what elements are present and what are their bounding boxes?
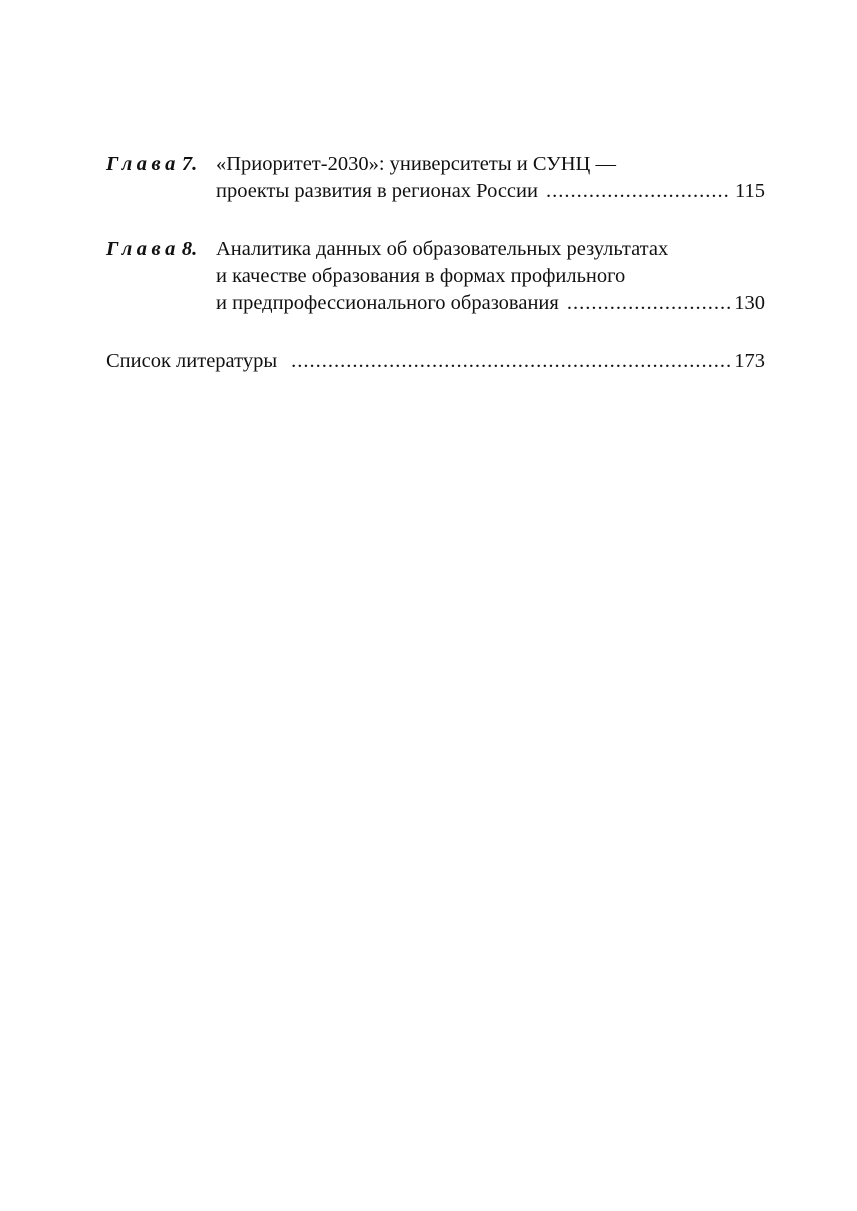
chapter-number: 7. <box>181 153 198 175</box>
chapter-title-line: и предпрофессионального образования <box>216 292 559 314</box>
chapter-title-line: «Приоритет-2030»: университеты и СУНЦ — <box>216 153 616 175</box>
bibliography-title <box>106 348 765 375</box>
page-number: 173 <box>734 350 765 372</box>
table-of-contents <box>106 151 765 375</box>
chapter-number: 8. <box>181 238 198 260</box>
toc-entry-chapter-7[interactable] <box>106 151 765 205</box>
dot-leader <box>291 348 730 375</box>
chapter-title <box>216 151 765 205</box>
dot-leader <box>546 178 731 205</box>
chapter-title-line: и качестве образования в формах профильного <box>216 265 626 287</box>
bibliography-line <box>106 348 765 375</box>
toc-entry-bibliography[interactable] <box>106 348 765 375</box>
chapter-label <box>106 236 216 263</box>
chapter-title <box>216 236 765 317</box>
chapter-title-line: проекты развития в регионах России <box>216 180 538 202</box>
chapter-word: Глава <box>106 153 180 175</box>
chapter-title-line: Аналитика данных об образовательных результатах <box>216 238 669 260</box>
chapter-title-last-line <box>216 178 765 205</box>
chapter-label <box>106 151 216 178</box>
chapter-title-last-line <box>216 290 765 317</box>
toc-entry-chapter-8[interactable] <box>106 236 765 317</box>
bibliography-label: Список литературы <box>106 350 278 372</box>
page-number: 130 <box>734 292 765 314</box>
page-number: 115 <box>735 180 765 202</box>
chapter-word: Глава <box>106 238 180 260</box>
dot-leader <box>567 290 730 317</box>
